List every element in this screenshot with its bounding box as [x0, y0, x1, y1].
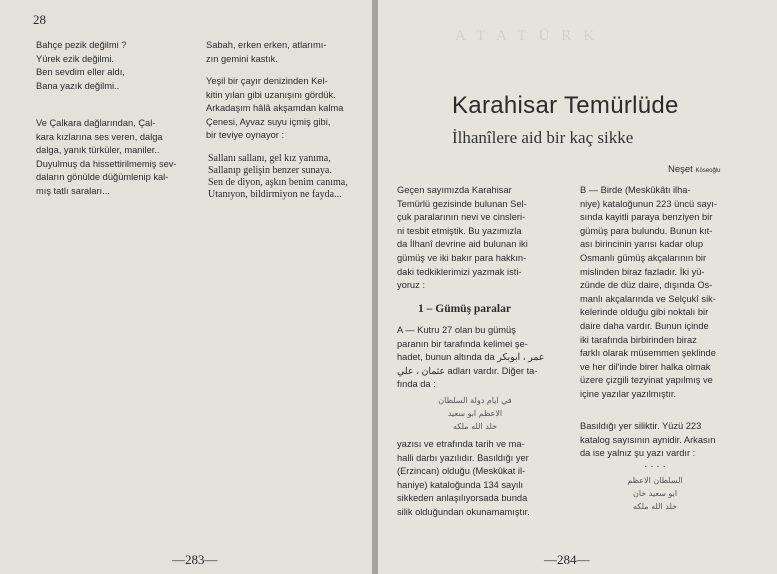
text-line: Yürek ezik değilmi. — [36, 53, 115, 64]
text-line: kara kızlarına ses veren, dalga — [36, 131, 163, 142]
text-line: da ise yalnız şu yazı vardır : — [580, 448, 696, 459]
right-column-intro — [206, 39, 326, 66]
article-subtitle: İlhanîlere aid bir kaç sikke — [452, 128, 634, 147]
text-line: kitin yılan gibi uzanışını gördük. — [206, 89, 336, 100]
col2-part-b — [580, 420, 715, 461]
text-line: zın gemini kastık. — [206, 53, 278, 64]
dots-divider — [615, 461, 695, 473]
col2-part-a — [580, 184, 717, 402]
text-line: ası birincinin yarısı kadar olup — [580, 239, 703, 250]
text-line: iki tarafında birbirinden biraz — [580, 334, 697, 345]
text-line: farklı olarak müsemmen şeklinde — [580, 348, 716, 359]
page-number-bottom-right: —284— — [544, 552, 590, 567]
text-line: yoruz : — [397, 280, 425, 291]
left-page — [0, 0, 372, 574]
text-line: bir teviye oynayor : — [206, 130, 285, 141]
text-line: daların gönülde düğümlenip kal- — [36, 172, 169, 183]
text-line: halli darbı yazılıdır. Basıldığı yer — [397, 452, 529, 463]
article-title: Karahisar Temürlüde — [452, 92, 679, 119]
poem-1 — [36, 39, 126, 93]
text-line: في ايام دولة السلطان — [438, 396, 512, 405]
text-line: da İlhanî devrine aid bulunan iki — [397, 239, 528, 250]
text-line: Çenesi, Ayvaz suyu içmiş gibi, — [206, 116, 331, 127]
text-line: daire daha vardır. Bunun içinde — [580, 320, 709, 331]
text-line: Arkadaşım hâlâ akşamdan kalma — [206, 103, 344, 114]
section-heading: 1 – Gümüş paralar — [418, 303, 511, 315]
poem-2 — [208, 153, 348, 201]
arabic-inscription-1 — [425, 394, 525, 433]
text-line: hadet, bunun altında da عمر ، ابوبكر — [397, 352, 545, 363]
text-line: silik olduğundan okunamamıştır. — [397, 506, 530, 517]
text-line: ni tesbit etmiştik. Bu yazımızla — [397, 225, 522, 236]
text-line: ابو سعيد خان — [632, 489, 678, 498]
text-line: خلد الله ملكه — [452, 422, 498, 431]
text-line: üzere çizgili tezyinat yapılmış ve — [580, 375, 713, 386]
text-line: çuk paralarının nevi ve cinsleri- — [397, 212, 526, 223]
text-line: gümüş ve iki bakır para hakkın- — [397, 252, 527, 263]
text-line: عثمان ، علي adları vardır. Diğer ta- — [397, 365, 538, 376]
text-line: الاعظم ابو سعيد — [447, 409, 503, 418]
text-line: manlı akçalarında ve Selçukî sik- — [580, 293, 716, 304]
text-line: Basıldığı yer siliktir. Yüzü 223 — [580, 421, 702, 431]
text-line: sında kayitli paraya benziyen bir — [580, 212, 713, 223]
text-line: yazısı ve etrafında tarih ve ma- — [397, 439, 525, 449]
text-line: Osmanlı gümüş akçalarının bir — [580, 252, 707, 263]
text-line: Duyulmuş da hissettirilmemiş sev- — [36, 158, 177, 169]
text-line: mış tatlı saraları... — [36, 185, 110, 196]
page-number-top: 28 — [33, 12, 46, 27]
text-line: Bana yazık değilmi.. — [36, 80, 120, 91]
text-line: خلد الله ملكه — [632, 502, 678, 511]
dots: · · · · — [644, 461, 666, 472]
text-line: mislinden biraz fazladır. İki yü- — [580, 266, 705, 277]
text-line: Ben sevdim eller aldı, — [36, 67, 125, 78]
left-paragraph — [36, 117, 184, 199]
text-line: (Erzincan) olduğu (Meskûkat il- — [397, 466, 526, 477]
author-name — [668, 164, 721, 175]
text-line: Temürlü gezisinde bulunan Sel- — [397, 198, 527, 209]
text-line: Yeşil bir çayır denizinden Kel- — [206, 76, 328, 86]
text-line: kelerinde olduğu gibi noktalı bir — [580, 307, 709, 318]
arabic-inscription-2 — [605, 474, 705, 513]
text-line: Utanıyon, bildirmiyon ne fayda... — [208, 189, 342, 200]
text-line: sikkeden anlaşılıyorsada bunda — [397, 493, 528, 504]
watermark-text: ATATÜRK — [455, 28, 607, 44]
text-line: ve her dil'inde birer halka olmak — [580, 361, 711, 372]
text-line: A — Kutru 27 olan bu gümüş — [397, 325, 516, 335]
text-line: Geçen sayımızda Karahisar — [397, 185, 512, 195]
text-line: dalga, yanık türküler, maniler.. — [36, 145, 160, 156]
col1-part-a — [397, 324, 544, 392]
text-line: içine yazılar yazılmıştır. — [580, 388, 677, 399]
text-line: haniye) kataloğunda 134 sayılı — [397, 479, 524, 490]
text-line: gümüş para bulundu. Bunun kıt- — [580, 225, 713, 236]
text-line: Sen de diyon, aşkın benim canıma, — [208, 177, 348, 188]
text-line: daki tedkiklerimizi yazmak isti- — [397, 266, 522, 277]
text-line: Bahçe pezik değilmi ? — [36, 40, 127, 50]
text-line: zünde de düz daire, dışında Os- — [580, 280, 713, 291]
col1-intro — [397, 184, 528, 293]
col1-part-b — [397, 438, 530, 520]
text-line: niye) kataloğunun 223 üncü sayı- — [580, 198, 717, 209]
text-line: B — Birde (Meskûkâtı ilha- — [580, 185, 691, 195]
text-line: Sallanıp gelişin benzer sunaya. — [208, 165, 332, 176]
author-surname: Köseoğlu — [695, 168, 721, 174]
text-line: katalog sayısının aynidir. Arkasın — [580, 434, 716, 445]
text-line: fında da : — [397, 379, 436, 390]
text-line: Ve Çalkara dağlarından, Çal- — [36, 118, 156, 128]
text-line: paranın bir tarafında kelimei şe- — [397, 338, 528, 349]
right-column-text — [206, 75, 343, 143]
author-first: Neşet — [668, 164, 693, 175]
text-line: Sabah, erken erken, atlarımı- — [206, 40, 327, 50]
page-number-bottom: —283— — [172, 552, 218, 567]
text-line: السلطان الاعظم — [627, 476, 683, 485]
text-line: Sallanı sallanı, gel kız yanıma, — [208, 153, 331, 164]
